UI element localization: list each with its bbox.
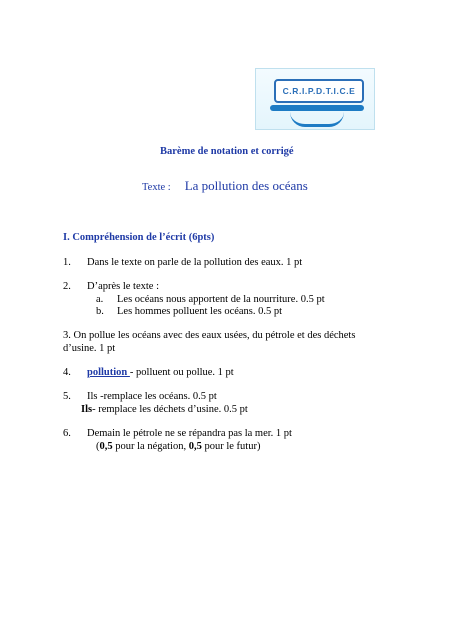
text-label: Texte :: [142, 182, 171, 193]
q4-keyword: pollution: [87, 367, 130, 378]
q2-b-marker: b.: [96, 306, 104, 317]
q6-negation-text: pour la négation,: [112, 441, 189, 452]
q6-answer: Demain le pétrole ne se répandra pas la mer. 1 pt: [87, 428, 292, 439]
logo: [255, 68, 375, 130]
q4-number: 4.: [63, 367, 71, 378]
bareme-title: Barème de notation et corrigé: [160, 146, 294, 157]
q6-scoring-note: [96, 441, 260, 453]
q1-answer: Dans le texte on parle de la pollution des eaux. 1 pt: [87, 257, 303, 268]
q2-a-answer: Les océans nous apportent de la nourriture. 0.5 pt: [117, 294, 325, 305]
q6-number: 6.: [63, 428, 71, 439]
q1-number: 1.: [63, 257, 71, 268]
q5-answer-line2: [81, 404, 248, 416]
q5-rest: - remplace les déchets d’usine. 0.5 pt: [92, 404, 248, 415]
section-title: I. Compréhension de l’écrit (6pts): [63, 232, 215, 243]
q2-intro: D’après le texte :: [87, 281, 160, 292]
q2-b-answer: Les hommes polluent les océans. 0.5 pt: [117, 306, 283, 317]
q3-answer-line1: 3. On pollue les océans avec des eaux usées, du pétrole et des déchets: [63, 330, 356, 341]
open-book-icon: [290, 112, 344, 127]
q3-answer-line2: d’usine. 1 pt: [63, 343, 116, 354]
q6-future-text: pour le futur): [201, 441, 261, 452]
logo-shelf: [270, 105, 364, 111]
q5-ils: Ils: [81, 404, 93, 415]
text-title: [142, 180, 308, 194]
text-name: La pollution des océans: [184, 178, 308, 193]
q6-points-future: 0,5: [188, 441, 202, 452]
logo-banner: C.R.I.P.D.T.I.C.E: [274, 79, 364, 103]
q5-number: 5.: [63, 391, 71, 402]
q2-a-marker: a.: [96, 294, 104, 305]
q4-rest: - polluent ou pollue. 1 pt: [129, 367, 234, 378]
q2-number: 2.: [63, 281, 71, 292]
q4-answer: [87, 367, 234, 379]
q6-open-paren: (: [96, 441, 100, 452]
q6-points-negation: 0,5: [99, 441, 113, 452]
q5-answer-line1: Ils -remplace les océans. 0.5 pt: [87, 391, 217, 402]
